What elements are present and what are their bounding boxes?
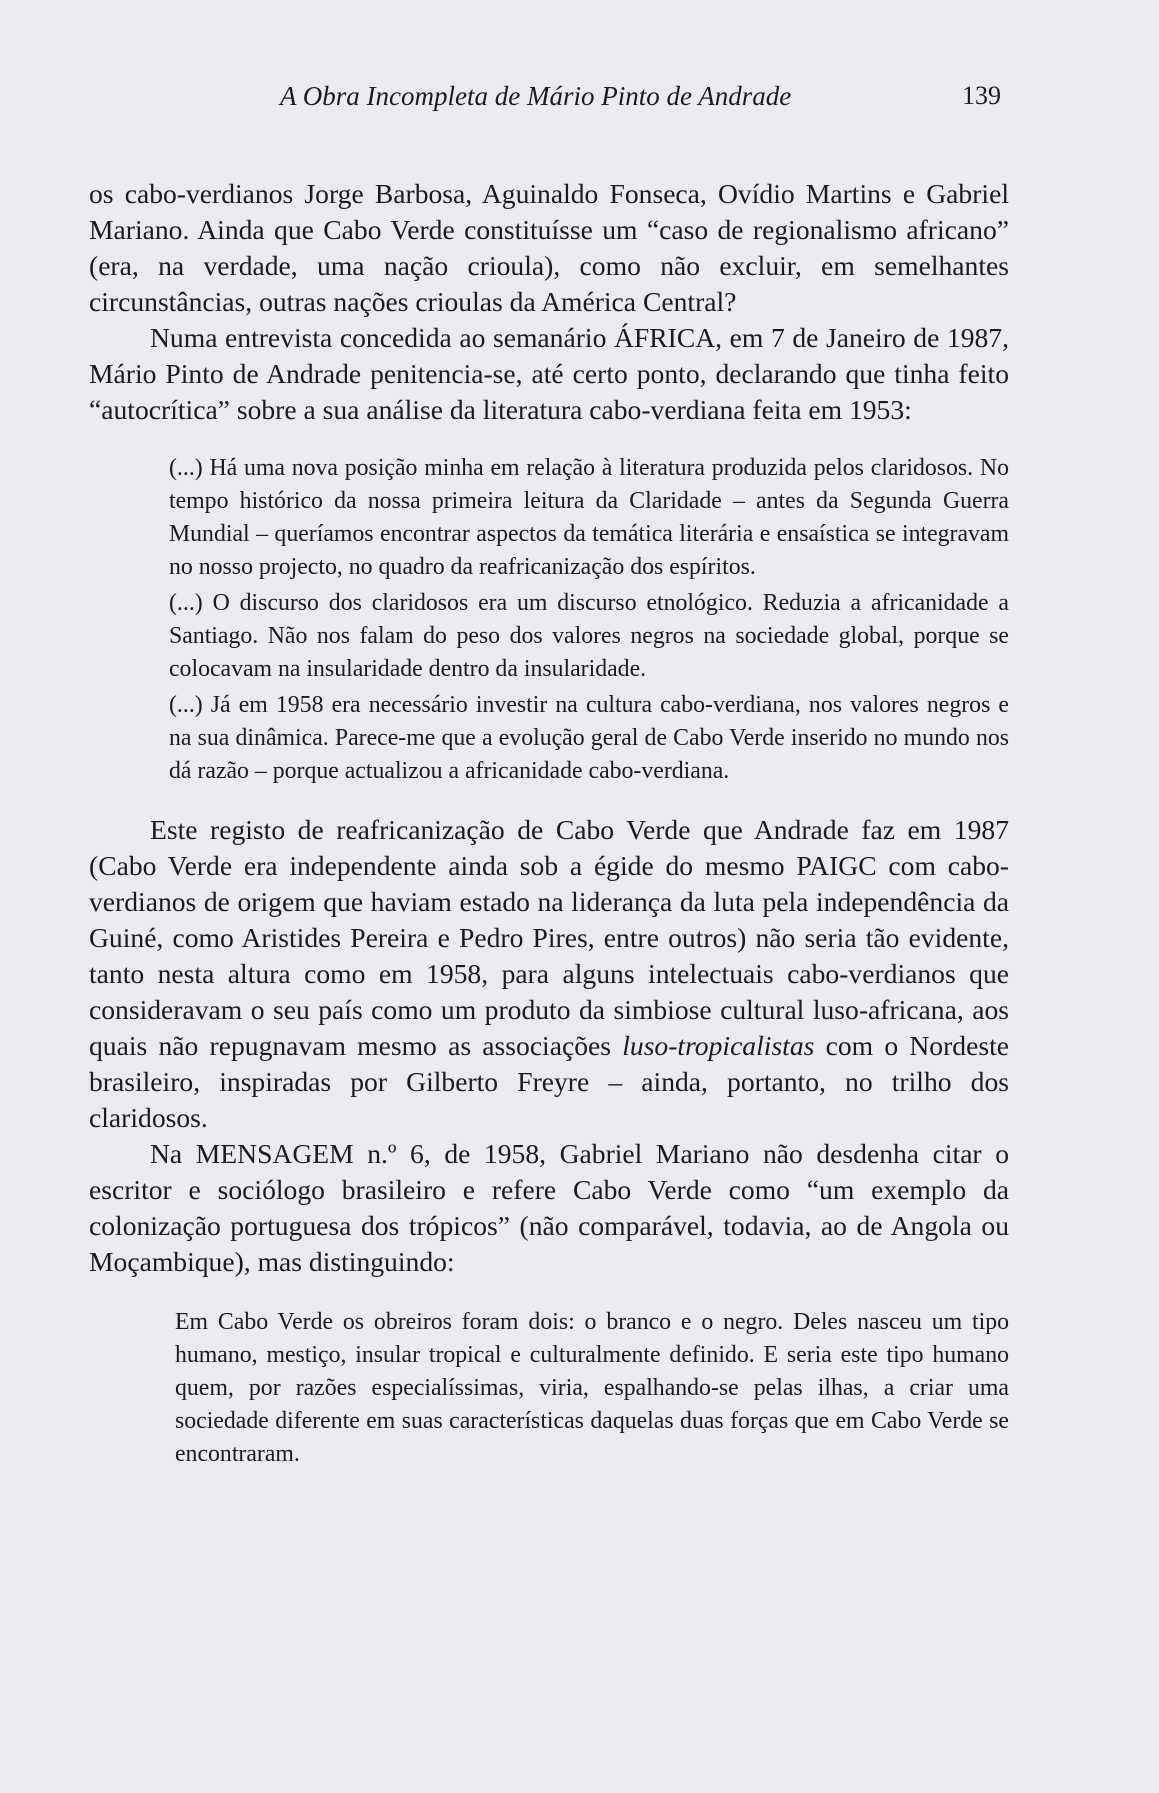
body-text bbox=[89, 176, 1009, 1474]
paragraph-3 bbox=[89, 812, 1009, 1136]
quote-paragraph-2: (...) O discurso dos claridosos era um discurso etnológico. Reduzia a africanidade a Santiago. Não nos falam do peso dos valores negros na sociedade global, porque se colocavam na insularidade dentro da insularidade. bbox=[169, 590, 1009, 682]
paragraph-2: Numa entrevista concedida ao semanário ÁFRICA, em 7 de Janeiro de 1987, Mário Pinto de Andrade penitencia-se, até certo ponto, declarando que tinha feito “autocrítica” sobre a sua análise da literatura cabo-verdiana feita em 1953: bbox=[89, 322, 1009, 425]
paragraph-3-italic-term: luso-tropicalistas bbox=[622, 1030, 815, 1061]
block-quote-interview bbox=[169, 452, 1009, 788]
paragraph-4: Na MENSAGEM n.º 6, de 1958, Gabriel Mariano não desdenha citar o escritor e sociólogo brasileiro e refere Cabo Verde como “um exemplo da colonização portuguesa dos trópicos” (não comparável, todavia, ao de Angola ou Moçambique), mas distinguindo: bbox=[89, 1138, 1009, 1277]
paragraph-1: os cabo-verdianos Jorge Barbosa, Aguinaldo Fonseca, Ovídio Martins e Gabriel Mariano. Ainda que Cabo Verde constituísse um “caso de regionalismo africano” (era, na verdade, uma nação crioula), como não excluir, em semelhantes circunstâncias, outras nações crioulas da América Central? bbox=[89, 178, 1009, 317]
paragraph-3-text-a: Este registo de reafricanização de Cabo Verde que Andrade faz em 1987 (Cabo Verde era independente ainda sob a égide do mesmo PAIGC com cabo-verdianos de origem que haviam estado na liderança da luta pela independência da Guiné, como Aristides Pereira e Pedro Pires, entre outros) não seria tão evidente, tanto nesta altura como em 1958, para alguns intelectuais cabo-verdianos que consideravam o seu país como um produto da simbiose cultural luso-africana, aos quais não repugnavam mesmo as associações bbox=[89, 814, 1009, 1061]
paragraph-3-text-b: com o Nordeste brasileiro, inspiradas por Gilberto Freyre – ainda, portanto, no trilho dos claridosos. bbox=[89, 1030, 1009, 1133]
quote-paragraph-3: (...) Já em 1958 era necessário investir na cultura cabo-verdiana, nos valores negros e na sua dinâmica. Parece-me que a evolução geral de Cabo Verde inserido no mundo nos dá razão – porque actualizou a africanidade cabo-verdiana. bbox=[169, 692, 1009, 784]
running-title: A Obra Incompleta de Mário Pinto de Andrade bbox=[280, 81, 792, 111]
block-quote-mariano bbox=[175, 1306, 1009, 1471]
quote-paragraph-1: (...) Há uma nova posição minha em relação à literatura produzida pelos claridosos. No tempo histórico da nossa primeira leitura da Claridade – antes da Segunda Guerra Mundial – queríamos encontrar aspectos da temática literária e ensaística se integravam no nosso projecto, no quadro da reafricanização dos espíritos. bbox=[169, 455, 1009, 580]
quote-mariano-text: Em Cabo Verde os obreiros foram dois: o branco e o negro. Deles nasceu um tipo humano, mestiço, insular tropical e culturalmente definido. E seria este tipo humano quem, por razões especialíssimas, viria, espalhando-se pelas ilhas, a criar uma sociedade diferente em suas características daquelas duas forças que em Cabo Verde se encontraram. bbox=[175, 1309, 1009, 1467]
page-number: 139 bbox=[962, 81, 1001, 110]
running-header bbox=[0, 78, 1159, 118]
